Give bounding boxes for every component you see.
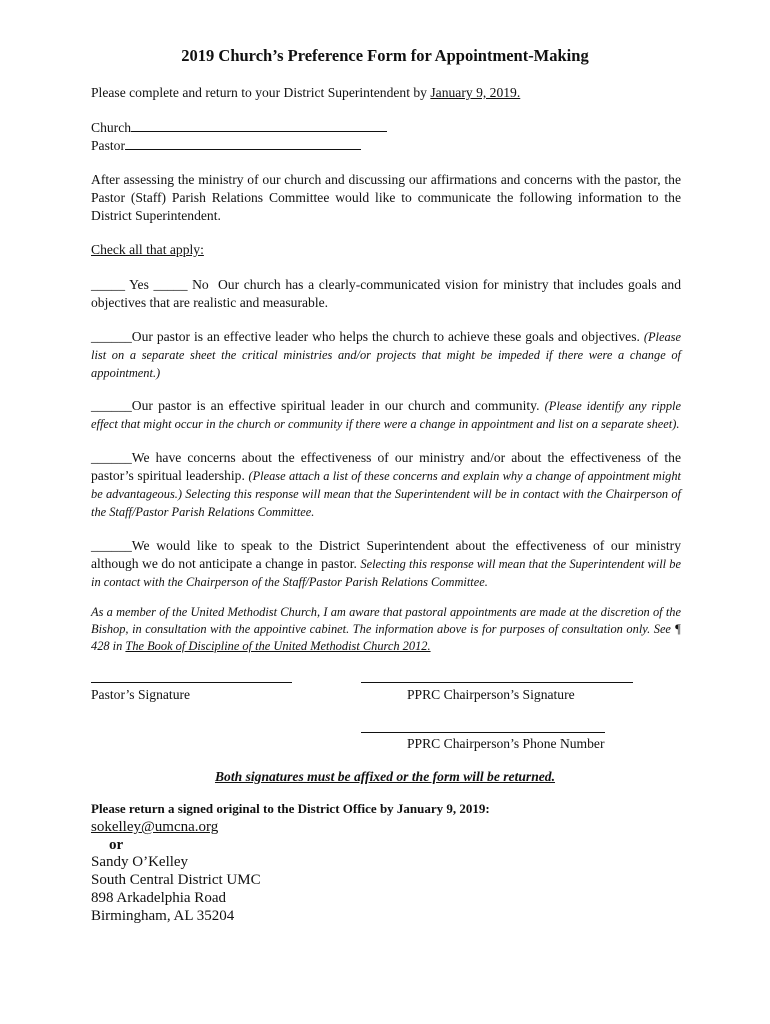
leader-text: Our pastor is an effective leader who helps the church to achieve these goals and objectives. <box>131 329 640 344</box>
leader-note: (Please list on a separate sheet the critical ministries and/or projects that might be impeded if there were a change of appointment.) <box>91 330 681 380</box>
pastor-label: Pastor <box>91 138 125 153</box>
vision-no[interactable]: _____ No <box>153 277 209 292</box>
contact-office: South Central District UMC <box>91 872 261 888</box>
item-spiritual[interactable] <box>91 397 681 433</box>
intro-text: Please complete and return to your District Superintendent by <box>91 85 431 100</box>
assessment-paragraph: After assessing the ministry of our church and discussing our affirmations and concerns with the pastor, the Pastor (Staff) Parish Relations Committee would like to communicate the following information to the District Superintendent. <box>91 172 681 223</box>
pastor-signature-label: Pastor’s Signature <box>91 687 191 702</box>
check-all-heading: Check all that apply: <box>91 242 204 257</box>
speak-note: Selecting this response will mean that the Superintendent will be in contact with the Chairperson of the Staff/Pastor Parish Relations Committee. <box>91 557 681 589</box>
concerns-note: (Please attach a list of these concerns and explain why a change of appointment might be advantageous.) Selecting this response will mean that the Superintendent will be in contact with the Chairperson of the Staff/Pastor Parish Relations Committee. <box>91 469 681 519</box>
concerns-blank[interactable]: ______ <box>91 450 132 465</box>
chair-phone-label: PPRC Chairperson’s Phone Number <box>407 736 605 751</box>
pastor-blank[interactable] <box>125 136 361 150</box>
chair-signature-line[interactable] <box>361 682 633 683</box>
intro-instruction <box>91 84 691 102</box>
return-instructions: Please return a signed original to the District Office by January 9, 2019: <box>91 801 490 816</box>
speak-text: We would like to speak to the District Superintendent about the effectiveness of our ministry although we do not anticipate a change in pastor. <box>91 538 681 571</box>
item-leader[interactable] <box>91 328 681 382</box>
leader-blank[interactable]: ______ <box>91 329 132 344</box>
vision-yes[interactable]: _____ Yes <box>91 277 149 292</box>
chair-signature-label: PPRC Chairperson’s Signature <box>407 687 575 702</box>
discipline-book-title: The Book of Discipline of the United Methodist Church 2012. <box>125 639 431 653</box>
pastor-signature-line[interactable] <box>91 682 292 683</box>
speak-blank[interactable]: ______ <box>91 538 132 553</box>
item-speak[interactable] <box>91 537 681 591</box>
spiritual-note: (Please identify any ripple effect that might occur in the church or community if there were a change in appointment and list on a separate sheet). <box>91 399 681 431</box>
item-concerns[interactable] <box>91 449 681 521</box>
church-field[interactable] <box>91 118 387 137</box>
form-title: 2019 Church’s Preference Form for Appointment-Making <box>181 46 589 65</box>
vision-text: Our church has a clearly-communicated vision for ministry that includes goals and objectives that are realistic and measurable. <box>91 277 681 310</box>
contact-or: or <box>109 837 124 853</box>
spiritual-text: Our pastor is an effective spiritual leader in our church and community. <box>131 398 540 413</box>
chair-phone-line[interactable] <box>361 732 605 733</box>
deadline-date: January 9, 2019. <box>430 85 521 100</box>
contact-street: 898 Arkadelphia Road <box>91 890 226 906</box>
church-label: Church <box>91 120 132 135</box>
contact-name: Sandy O’Kelley <box>91 854 189 870</box>
concerns-text: We have concerns about the effectiveness of our ministry and/or about the effectiveness of the pastor’s spiritual leadership. <box>91 450 681 483</box>
contact-email[interactable]: sokelley@umcna.org <box>91 819 219 835</box>
disclaimer-text: As a member of the United Methodist Church, I am aware that pastoral appointments are made at the discretion of the Bishop, in consultation with the appointive cabinet. The information above is for purposes of consultation only. See ¶ 428 in <box>91 605 681 653</box>
disclaimer <box>91 604 681 655</box>
pastor-field[interactable] <box>91 136 361 155</box>
spiritual-blank[interactable]: ______ <box>91 398 132 413</box>
church-blank[interactable] <box>131 118 387 132</box>
item-vision[interactable] <box>91 276 681 312</box>
signature-warning: Both signatures must be affixed or the form will be returned. <box>214 769 555 784</box>
contact-city: Birmingham, AL 35204 <box>91 908 235 924</box>
